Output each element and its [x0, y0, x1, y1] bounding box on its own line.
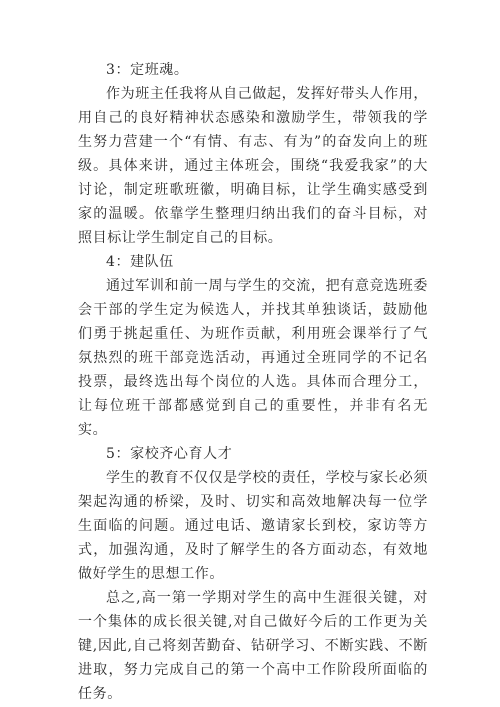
document-body [78, 58, 428, 706]
section-4-paragraph: 通过军训和前一周与学生的交流，把有意竞选班委会干部的学生定为候选人，并找其单独谈话，鼓励他们勇于挑起重任、为班作贡献，利用班会课举行了气氛热烈的班干部竞选活动，再通过全班同学的不记名投票，最终选出每个岗位的人选。具体而合理分工，让每位班干部都感觉到自己的重要性，并非有名无实。 [78, 278, 428, 438]
section-heading-3: 3：定班魂。 [106, 62, 189, 78]
section-5-paragraph: 学生的教育不仅仅是学校的责任，学校与家长必须架起沟通的桥梁，及时、切实和高效地解决每一位学生面临的问题。通过电话、邀请家长到校，家访等方式，加强沟通，及时了解学生的各方面动态，有效地做好学生的思想工作。 [78, 470, 428, 582]
section-heading-4: 4：建队伍 [106, 254, 174, 270]
conclusion-paragraph: 总之,高一第一学期对学生的高中生涯很关键，对一个集体的成长很关键,对自己做好今后的工作更为关键,因此,自己将刻苦勤奋、钻研学习、不断实践、不断进取，努力完成自己的第一个高中工作阶段所面临的任务。 [78, 590, 428, 702]
section-3-paragraph: 作为班主任我将从自己做起，发挥好带头人作用，用自己的良好精神状态感染和激励学生，带领我的学生努力营建一个“有情、有志、有为”的奋发向上的班级。具体来讲，通过主体班会，围绕“我爱我家”的大讨论，制定班歌班徽，明确目标，让学生确实感受到家的温暖。依靠学生整理归纳出我们的奋斗目标，对照目标让学生制定自己的目标。 [78, 86, 428, 246]
section-heading-5: 5：家校齐心育人才 [106, 446, 233, 462]
